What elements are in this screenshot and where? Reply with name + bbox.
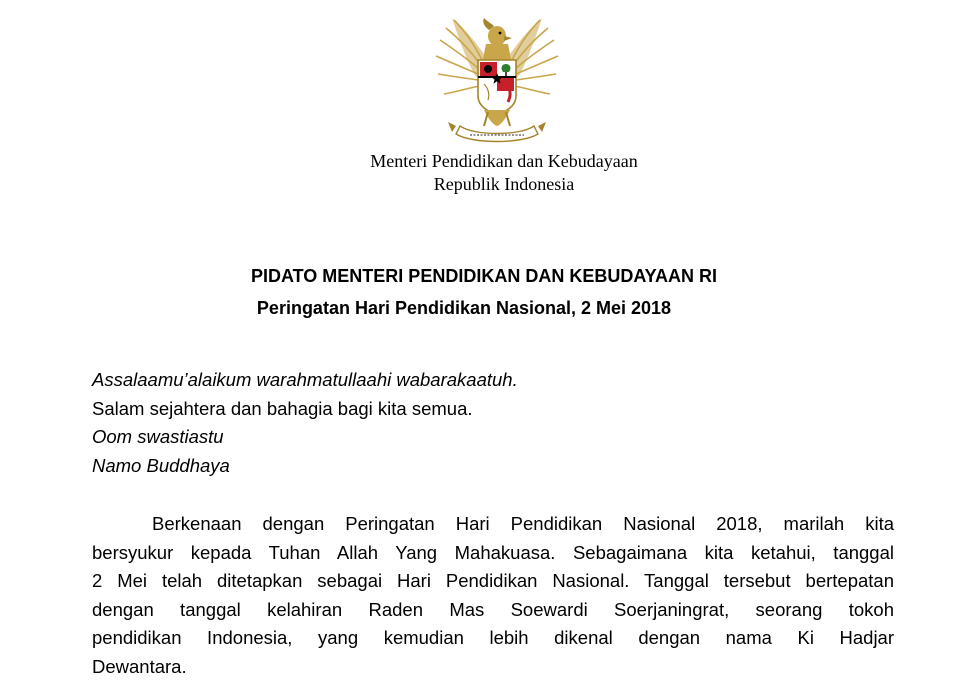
country-name: Republik Indonesia [433, 174, 575, 194]
greetings-block [92, 366, 518, 480]
speech-subtitle: Peringatan Hari Pendidikan Nasional, 2 Mei 2018 [256, 298, 672, 318]
paragraph-line: 2 Mei telah ditetapkan sebagai Hari Pendidikan Nasional. Tanggal tersebut bertepatan [92, 570, 894, 591]
paragraph-line: bersyukur kepada Tuhan Allah Yang Mahakuasa. Sebagaimana kita ketahui, tanggal [92, 541, 894, 563]
paragraph-line: dengan tanggal kelahiran Raden Mas Soewardi Soerjaningrat, seorang tokoh [92, 598, 894, 620]
paragraph-line: pendidikan Indonesia, yang kemudian lebih dikenal dengan nama Ki Hadjar [92, 627, 894, 648]
body-paragraph [92, 510, 894, 681]
greeting-line: Namo Buddhaya [92, 454, 230, 476]
greeting-line: Assalaamu’alaikum warahmatullaahi wabarakaatuh. [92, 369, 518, 390]
ministry-name: Menteri Pendidikan dan Kebudayaan [370, 151, 638, 171]
speech-title: PIDATO MENTERI PENDIDIKAN DAN KEBUDAYAAN RI [250, 266, 718, 286]
greeting-line: Salam sejahtera dan bahagia bagi kita semua. [92, 397, 473, 419]
garuda-pancasila-emblem-icon [434, 14, 560, 144]
paragraph-line: Berkenaan dengan Peringatan Hari Pendidikan Nasional 2018, marilah kita [152, 513, 894, 534]
greeting-line: Oom swastiastu [92, 426, 224, 447]
paragraph-line: Dewantara. [92, 655, 187, 677]
